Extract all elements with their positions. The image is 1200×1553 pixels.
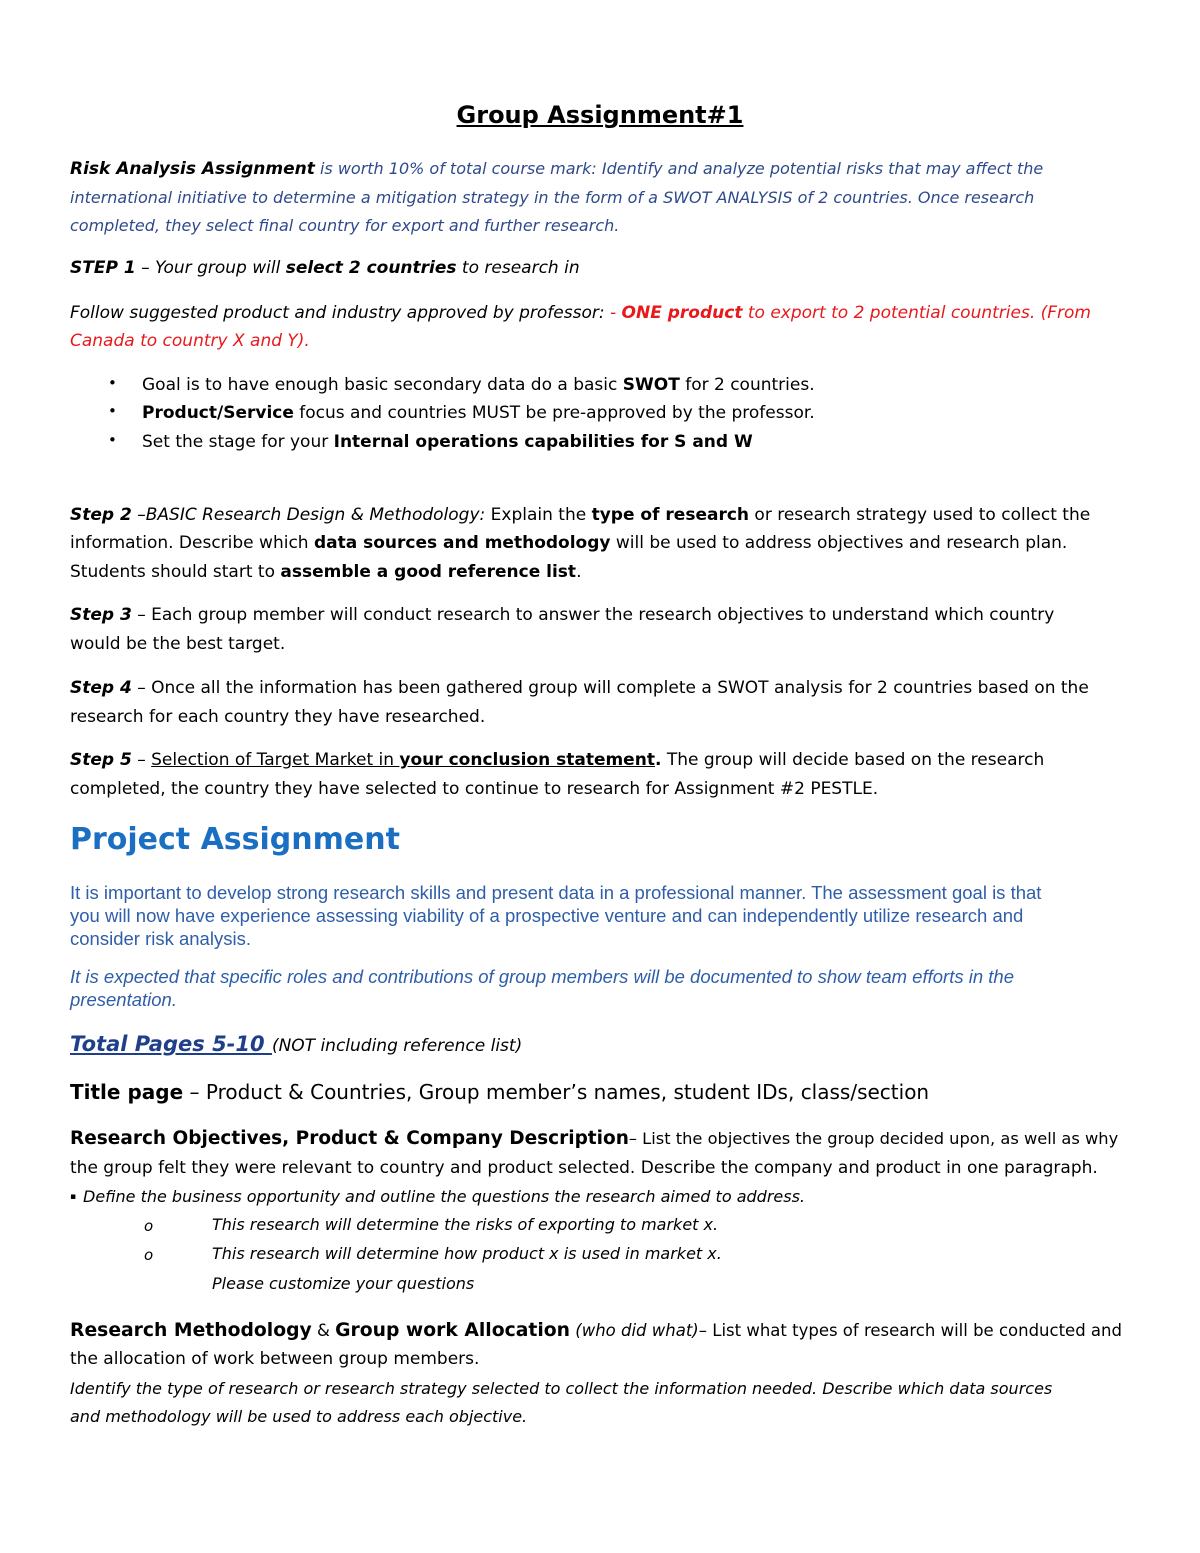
project-para1-line3: consider risk analysis. — [70, 928, 251, 949]
follow-line-1: Follow suggested product and industry approved by professor: - ONE product to export to 2 potential countries. (From — [70, 303, 1091, 323]
bullet-dot: • — [108, 374, 117, 392]
step3-line-1: Step 3 – Each group member will conduct research to answer the research objectives to understand which country — [70, 605, 1055, 625]
intro-line-2: international initiative to determine a mitigation strategy in the form of a SWOT ANALYSIS of 2 countries. Once research — [70, 188, 1035, 207]
step2-line-2: information. Describe which data sources and methodology will be used to address objectives and research plan. — [70, 533, 1068, 553]
bullet-dot: • — [108, 431, 117, 449]
objective-item-2: This research will determine how product x is used in market x. — [212, 1244, 722, 1263]
page-title: Group Assignment#1 — [456, 101, 744, 129]
methodology-line-1: Research Methodology & Group work Allocation (who did what)– List what types of research will be conducted and — [70, 1320, 1122, 1341]
total-pages-line: Total Pages 5-10 (NOT including reference list) — [70, 1032, 523, 1056]
square-bullet-icon: ▪ — [70, 1192, 77, 1202]
objective-item-3: Please customize your questions — [212, 1274, 475, 1293]
follow-line-2: Canada to country X and Y). — [70, 331, 310, 351]
project-para2-line1: It is expected that specific roles and contributions of group members will be documented to show team efforts in the — [70, 966, 1014, 987]
methodology-line-2: the allocation of work between group members. — [70, 1349, 480, 1369]
objectives-line-1: Research Objectives, Product & Company Description– List the objectives the group decided upon, as well as why — [70, 1128, 1119, 1149]
o-bullet-icon: o — [144, 1217, 154, 1235]
step2-line-1: Step 2 –BASIC Research Design & Methodology: Explain the type of research or research strategy used to collect the — [70, 505, 1091, 525]
objectives-line-2: the group felt they were relevant to country and product selected. Describe the company and product in one paragraph. — [70, 1158, 1098, 1178]
step4-line-2: research for each country they have researched. — [70, 707, 486, 727]
step5-line-2: completed, the country they have selected to continue to research for Assignment #2 PESTLE. — [70, 779, 879, 799]
project-para2-line2: presentation. — [70, 989, 177, 1010]
objective-item-1: This research will determine the risks of exporting to market x. — [212, 1215, 719, 1234]
step2-line-3: Students should start to assemble a good reference list. — [70, 562, 582, 582]
bullet-item-swot: Goal is to have enough basic secondary data do a basic SWOT for 2 countries. — [142, 375, 815, 395]
methodology-line-3: Identify the type of research or research strategy selected to collect the information needed. Describe which data sources — [70, 1379, 1053, 1398]
methodology-line-4: and methodology will be used to address each objective. — [70, 1407, 528, 1426]
title-page-line: Title page – Product & Countries, Group member’s names, student IDs, class/section — [70, 1080, 930, 1104]
project-para1-line2: you will now have experience assessing viability of a prospective venture and can independently utilize research and — [70, 905, 1024, 926]
step1-line: STEP 1 – Your group will select 2 countries to research in — [70, 258, 580, 278]
intro-line-3: completed, they select final country for export and further research. — [70, 216, 620, 235]
project-para1-line1: It is important to develop strong research skills and present data in a professional manner. The assessment goal is that — [70, 882, 1042, 903]
bullet-item-product: Product/Service focus and countries MUST be pre-approved by the professor. — [142, 403, 815, 423]
step4-line-1: Step 4 – Once all the information has been gathered group will complete a SWOT analysis for 2 countries based on the — [70, 678, 1089, 698]
intro-line-1: Risk Analysis Assignment is worth 10% of total course mark: Identify and analyze potential risks that may affect the — [70, 159, 1044, 179]
o-bullet-icon: o — [144, 1246, 154, 1264]
objectives-line-3: Define the business opportunity and outline the questions the research aimed to address. — [83, 1187, 805, 1206]
bullet-item-operations: Set the stage for your Internal operations capabilities for S and W — [142, 432, 753, 452]
step3-line-2: would be the best target. — [70, 634, 286, 654]
step5-line-1: Step 5 – Selection of Target Market in your conclusion statement. The group will decide based on the research — [70, 750, 1045, 770]
bullet-dot: • — [108, 402, 117, 420]
project-heading: Project Assignment — [70, 822, 400, 857]
